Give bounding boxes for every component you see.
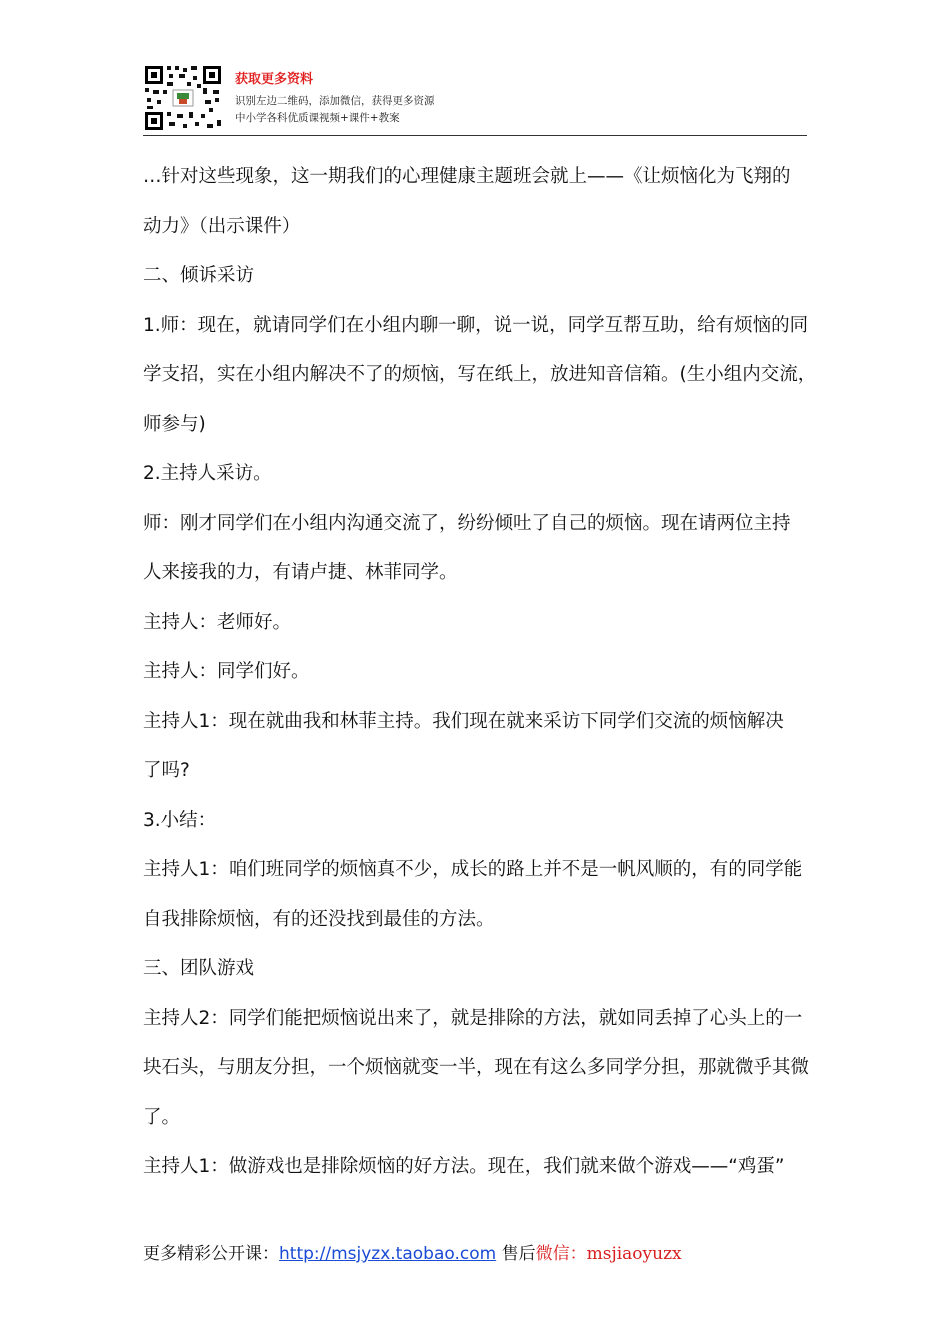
body-line: 了吗? (143, 760, 190, 781)
body-line: 动力》（出示课件） (143, 215, 301, 237)
body-line: 人来接我的力，有请卢捷、林菲同学。 (143, 562, 458, 583)
footer (143, 1239, 682, 1264)
body-line: 主持人：老师好。 (143, 611, 292, 633)
body-line: 主持人1：做游戏也是排除烦恼的好方法。现在，我们就来做个游戏——“鸡蛋” (143, 1156, 785, 1177)
footer-wechat-id: msjiaoyuzx (586, 1244, 682, 1264)
qr-code-icon (143, 64, 223, 132)
section-heading: 三、团队游戏 (143, 958, 255, 979)
footer-wechat-label: 微信： (535, 1244, 587, 1264)
body-line: 3.小结： (143, 809, 217, 831)
header (143, 64, 807, 136)
body-line: 师：刚才同学们在小组内沟通交流了，纷纷倾吐了自己的烦恼。现在请两位主持 (143, 512, 791, 534)
footer-after-sales: 售后 (496, 1244, 536, 1264)
body-line: 自我排除烦恼，有的还没找到最佳的方法。 (143, 908, 495, 930)
body-line: 主持人1：咱们班同学的烦恼真不少，成长的路上并不是一帆风顺的，有的同学能 (143, 859, 803, 880)
footer-prefix: 更多精彩公开课： (143, 1244, 279, 1264)
header-line-1: 识别左边二维码，添加微信，获得更多资源 (235, 95, 435, 107)
body-line: 师参与) (143, 413, 206, 435)
document-body (143, 152, 817, 1192)
body-line: 1.师：现在，就请同学们在小组内聊一聊，说一说，同学互帮互助，给有烦恼的同 (143, 314, 809, 336)
body-line: …针对这些现象，这一期我们的心理健康主题班会就上——《让烦恼化为飞翔的 (143, 166, 791, 187)
body-line: 主持人：同学们好。 (143, 661, 310, 682)
section-heading: 二、倾诉采访 (143, 265, 255, 286)
header-title: 获取更多资料 (235, 72, 314, 87)
header-divider (143, 135, 807, 136)
body-line: 块石头，与朋友分担，一个烦恼就变一半，现在有这么多同学分担，那就微乎其微 (143, 1057, 810, 1078)
footer-url-link[interactable]: http://msjyzx.taobao.com (279, 1244, 497, 1264)
body-line: 2.主持人采访。 (143, 463, 272, 484)
body-line: 主持人1：现在就曲我和林菲主持。我们现在就来采访下同学们交流的烦恼解决 (143, 710, 784, 732)
body-line: 了。 (143, 1106, 181, 1128)
body-line: 主持人2：同学们能把烦恼说出来了，就是排除的方法，就如同丢掉了心头上的一 (143, 1007, 803, 1029)
body-line: 学支招，实在小组内解决不了的烦恼，写在纸上，放进知音信箱。(生小组内交流， (143, 364, 817, 385)
header-text (235, 68, 435, 127)
header-line-2: 中小学各科优质课视频+课件+教案 (235, 112, 400, 124)
